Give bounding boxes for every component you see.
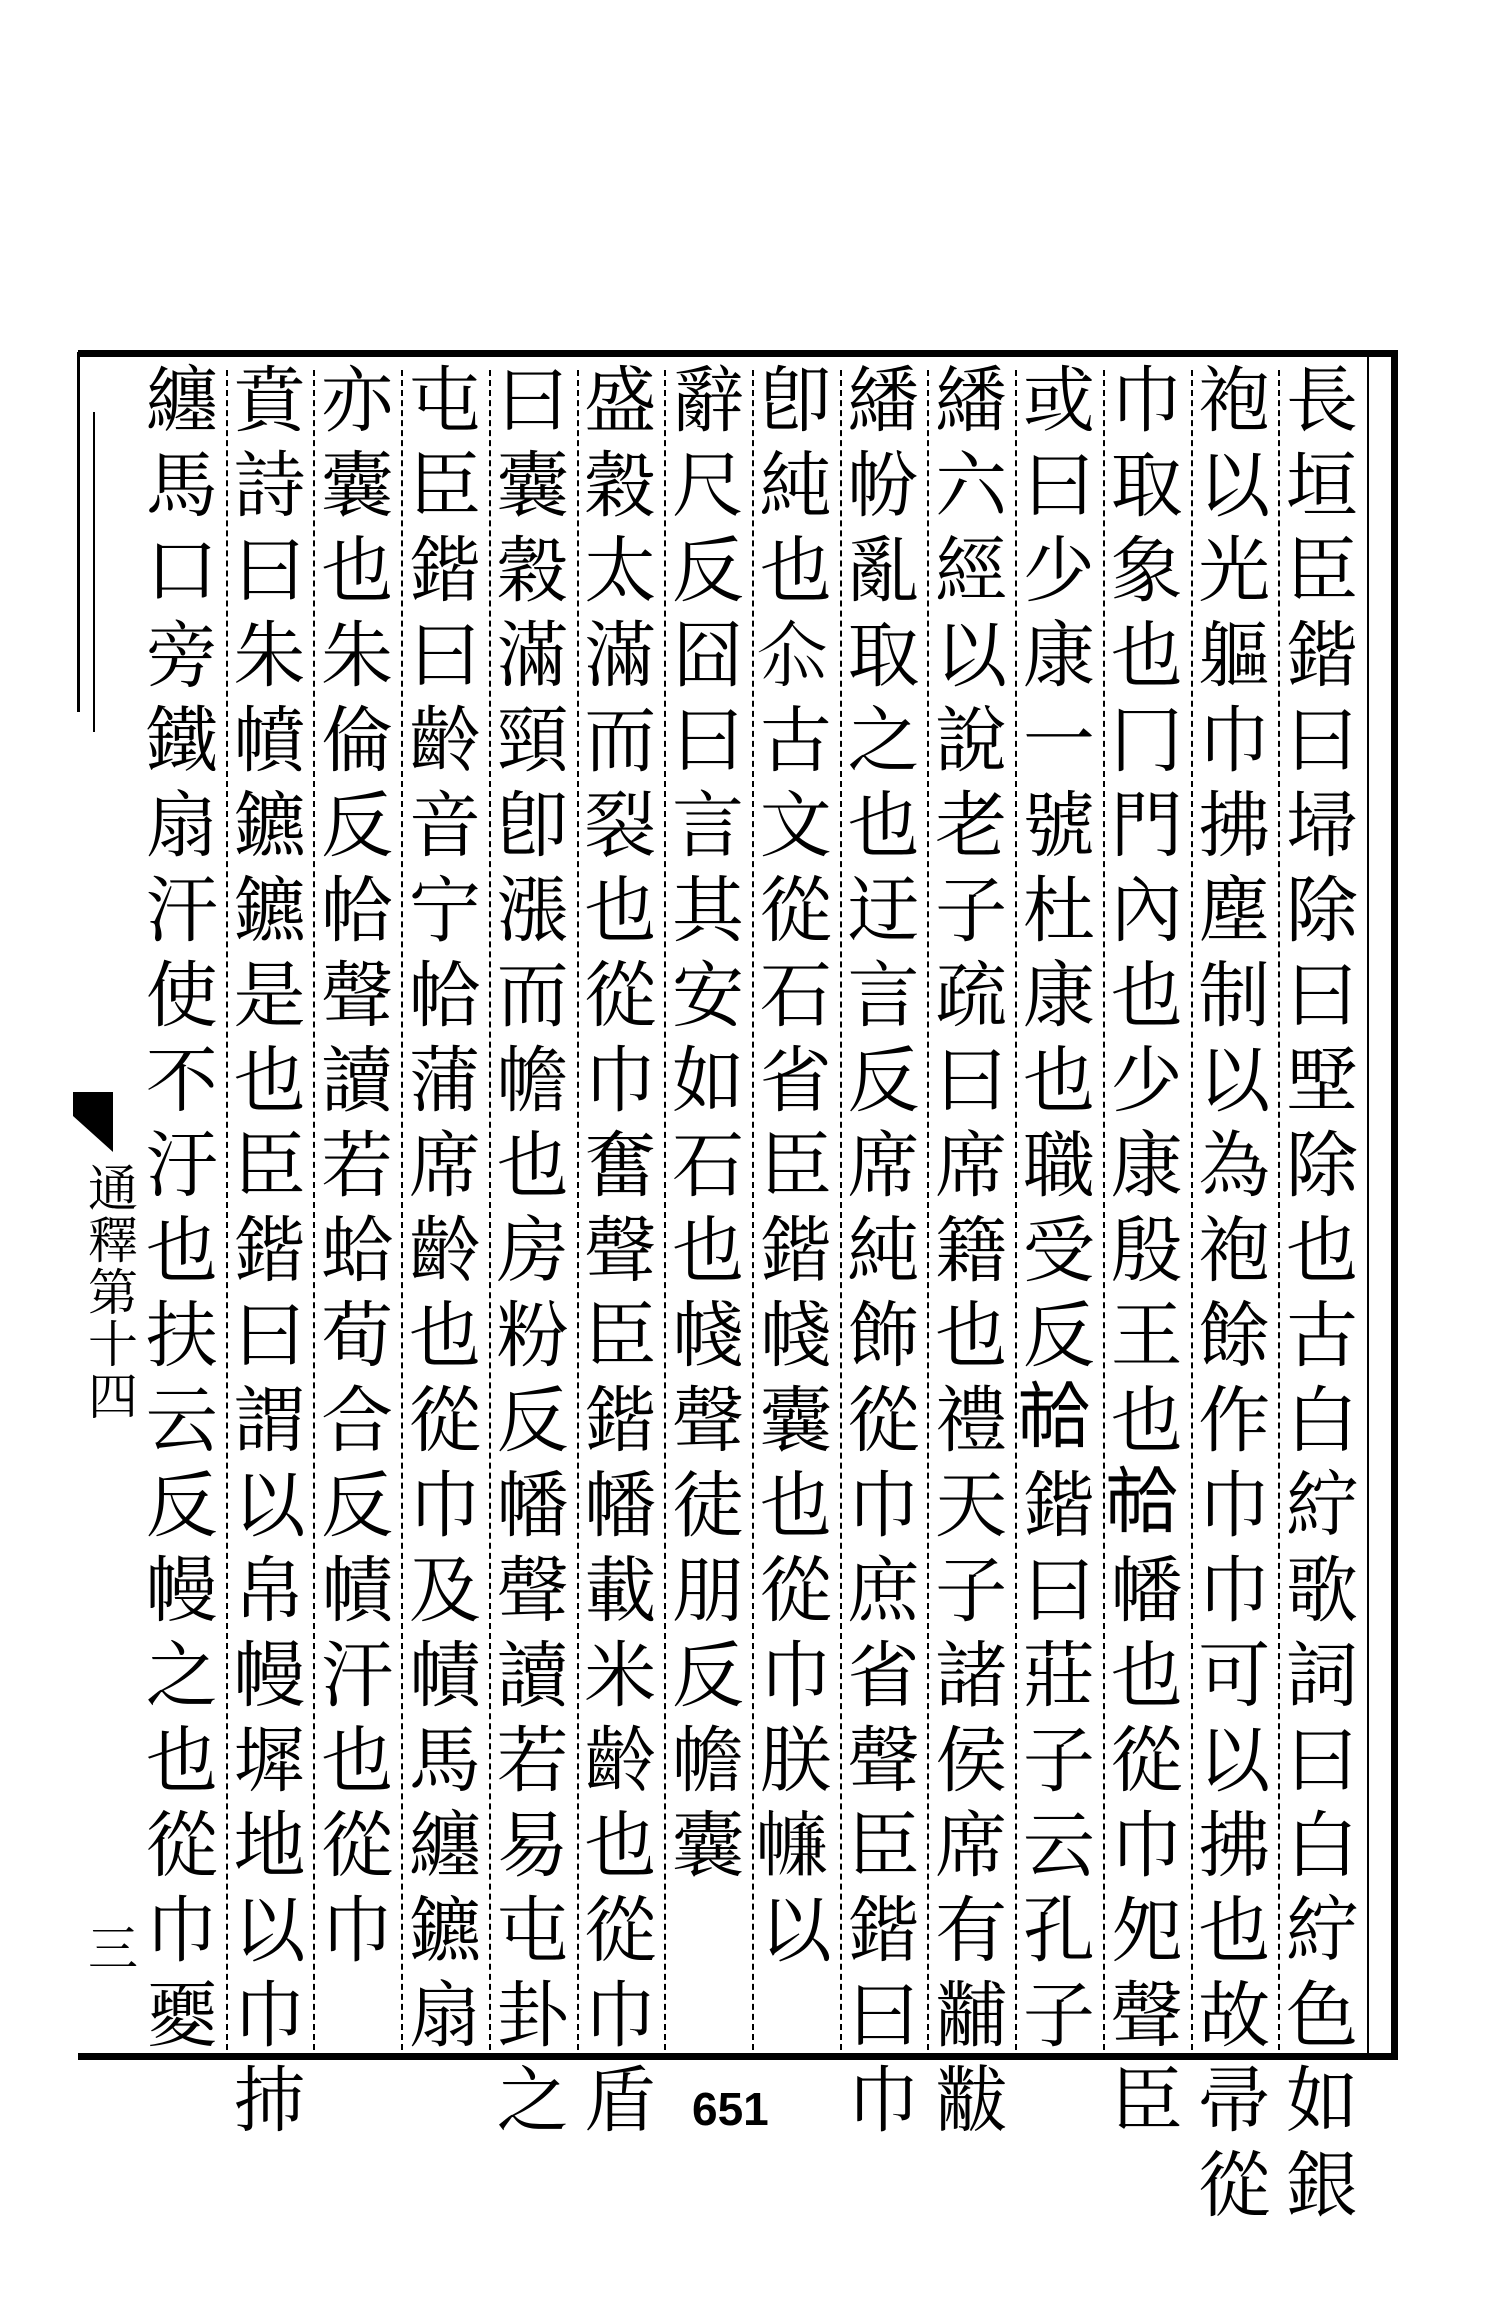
- left-margin: [55, 352, 138, 2058]
- page-number: 651: [692, 2083, 769, 2135]
- text-column: 屯臣鍇曰齡音宁帢蒲席齡也從巾及幘馬纏鑣扇: [396, 362, 481, 2062]
- text-column: 長垣臣鍇曰埽除曰㙒除也古白紵歌詞曰白紵色如銀: [1274, 362, 1358, 2232]
- text-column: 繙六經以說老子疏曰席籍也禮天子諸侯席有黼黻: [923, 362, 1008, 2147]
- fishtail-mark-icon: [73, 1092, 113, 1152]
- text-column: 纏馬口旁鐵扇汗使不汙也扶云反幔之也從巾夒: [133, 362, 218, 2062]
- text-column: 巾取象也冂門內也少康殷王也𢂷幡也從巾夗聲臣: [1098, 362, 1183, 2147]
- text-column: 繙帉亂取之也迂言反席純飾從巾庶省聲臣鍇曰巾: [835, 362, 920, 2147]
- text-column: 曰囊穀滿頸卽漲而幨也房粉反幡聲讀若易屯卦之: [484, 362, 569, 2147]
- text-column: 辭尺反囧曰言其安如石也帴聲徒朋反幨囊: [660, 362, 744, 1892]
- margin-page-mark: 三: [80, 1922, 138, 1972]
- margin-rule: [77, 352, 80, 712]
- margin-rule-inner: [93, 412, 95, 732]
- text-column: 賁詩曰朱幩鑣鑣是也臣鍇曰謂以帛幔墀地以巾㧊: [221, 362, 306, 2147]
- text-column: 袍以光軀巾拂塵制以為袍餘作巾巾可以拂也故帚從: [1186, 362, 1271, 2232]
- margin-title: 通釋第十四: [80, 1162, 138, 1422]
- text-column: 卽純也𠇍古文從石省臣鍇帴囊也從巾朕𢅏以: [747, 362, 832, 1977]
- text-column: 或曰少康一號杜康也職受反𢂷鍇曰莊子云孔子: [1010, 362, 1095, 2062]
- text-column: 亦囊也朱倫反帢聲讀若蛤荀合反幘汗也從巾: [309, 362, 394, 1977]
- text-column: 盛穀太滿而裂也從巾奮聲臣鍇幡載米齡也從巾盾: [572, 362, 657, 2147]
